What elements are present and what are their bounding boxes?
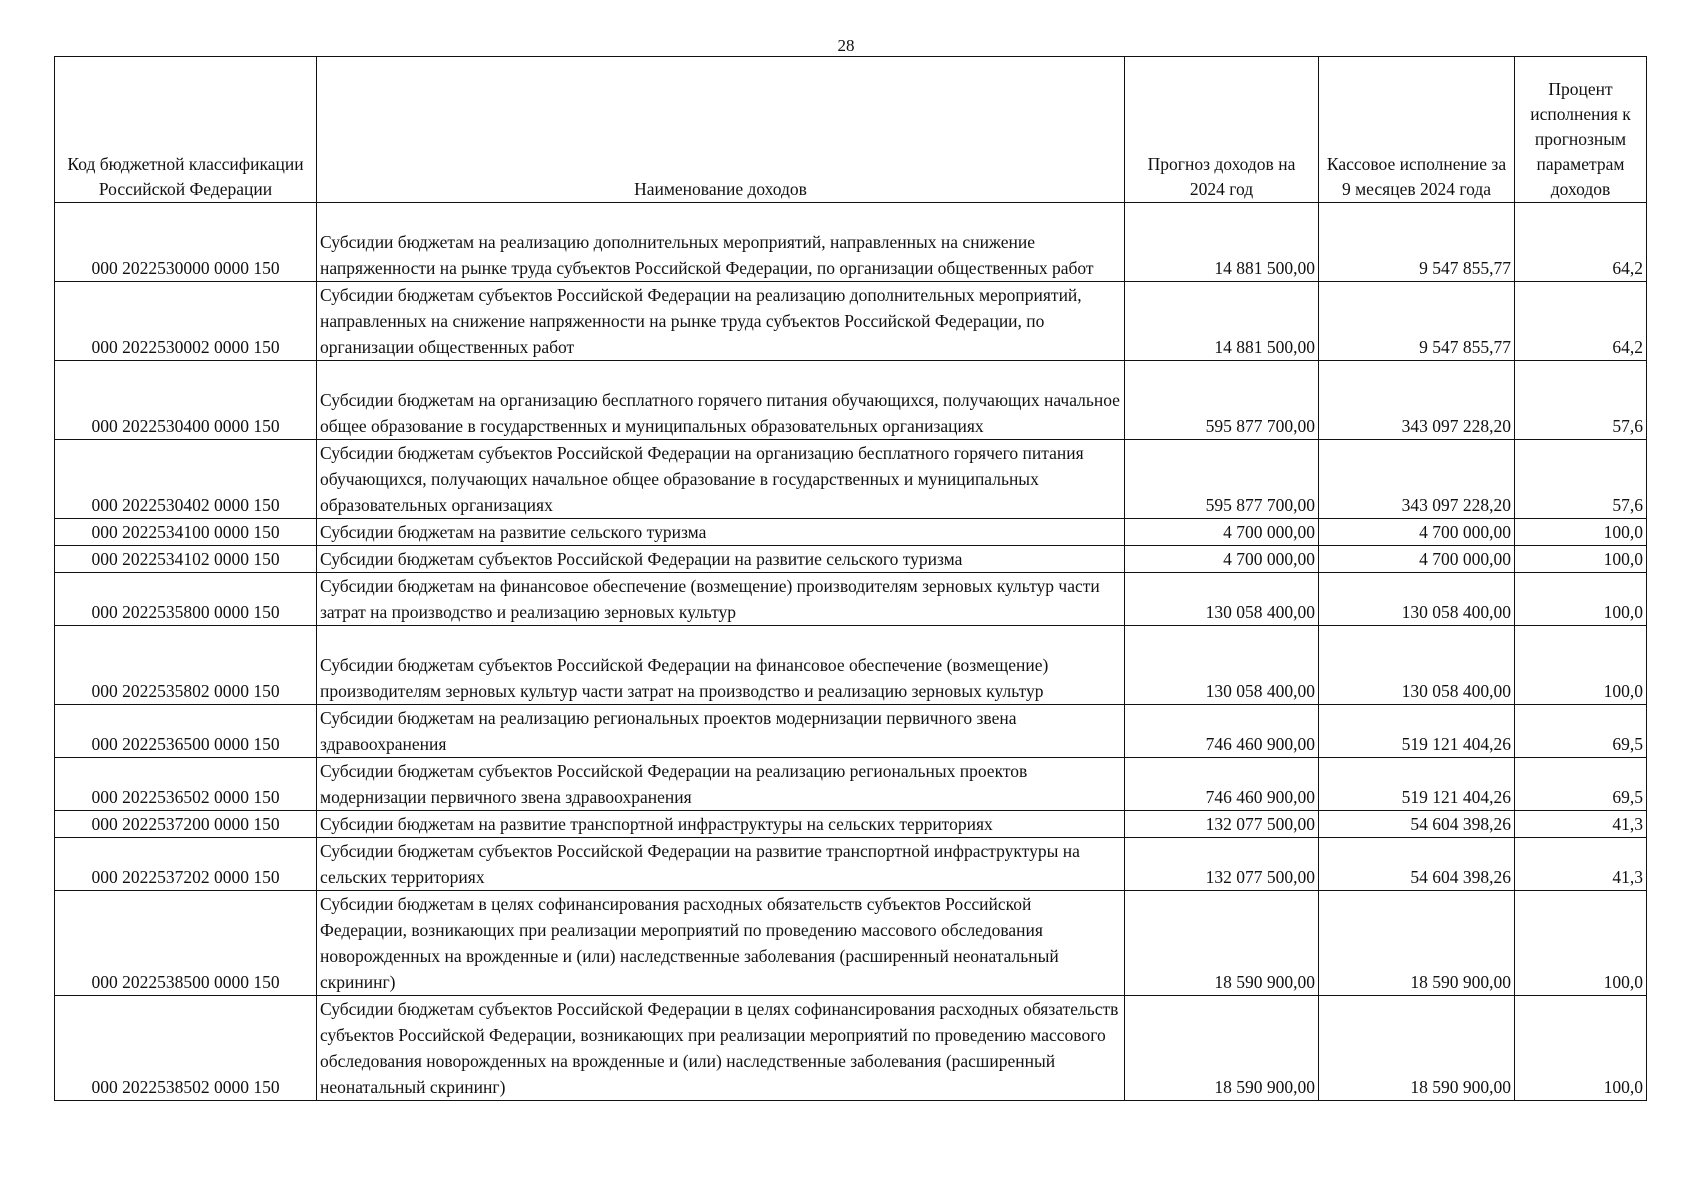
table-row [55, 573, 1647, 626]
row-code: 000 2022535802 0000 150 [55, 626, 317, 705]
row-name: Субсидии бюджетам субъектов Российской Федерации на организацию бесплатного горячего питания обучающихся, получающих начальное общее образование в государственных и муниципальных образовательных организациях [317, 440, 1125, 519]
row-plan: 14 881 500,00 [1125, 203, 1319, 282]
table-header-row [55, 57, 1647, 203]
row-code: 000 2022530402 0000 150 [55, 440, 317, 519]
row-percent: 57,6 [1515, 440, 1647, 519]
header-plan: Прогноз доходов на 2024 год [1125, 57, 1319, 203]
row-fact: 9 547 855,77 [1319, 282, 1515, 361]
row-plan: 595 877 700,00 [1125, 440, 1319, 519]
row-plan: 130 058 400,00 [1125, 626, 1319, 705]
row-fact: 519 121 404,26 [1319, 758, 1515, 811]
row-code: 000 2022537200 0000 150 [55, 811, 317, 838]
row-code: 000 2022530002 0000 150 [55, 282, 317, 361]
row-name: Субсидии бюджетам субъектов Российской Федерации на реализацию дополнительных мероприятий, направленных на снижение напряженности на рынке труда субъектов Российской Федерации, по организации общественных работ [317, 282, 1125, 361]
row-fact: 9 547 855,77 [1319, 203, 1515, 282]
row-plan: 746 460 900,00 [1125, 758, 1319, 811]
table-row [55, 811, 1647, 838]
row-percent: 64,2 [1515, 282, 1647, 361]
row-code: 000 2022530000 0000 150 [55, 203, 317, 282]
row-fact: 130 058 400,00 [1319, 573, 1515, 626]
row-fact: 343 097 228,20 [1319, 361, 1515, 440]
row-code: 000 2022537202 0000 150 [55, 838, 317, 891]
table-row [55, 891, 1647, 996]
row-name: Субсидии бюджетам на реализацию региональных проектов модернизации первичного звена здравоохранения [317, 705, 1125, 758]
row-percent: 100,0 [1515, 519, 1647, 546]
row-code: 000 2022536500 0000 150 [55, 705, 317, 758]
row-name: Субсидии бюджетам субъектов Российской Федерации в целях софинансирования расходных обязательств субъектов Российской Федерации, возникающих при реализации мероприятий по проведению массового обследования новорожденных на врожденные и (или) наследственные заболевания (расширенный неонатальный скрининг) [317, 996, 1125, 1101]
row-name: Субсидии бюджетам на развитие транспортной инфраструктуры на сельских территориях [317, 811, 1125, 838]
row-fact: 343 097 228,20 [1319, 440, 1515, 519]
header-fact: Кассовое исполнение за 9 месяцев 2024 года [1319, 57, 1515, 203]
row-percent: 100,0 [1515, 546, 1647, 573]
row-plan: 595 877 700,00 [1125, 361, 1319, 440]
revenue-table [54, 56, 1647, 1101]
table-row [55, 996, 1647, 1101]
table-row [55, 838, 1647, 891]
row-fact: 519 121 404,26 [1319, 705, 1515, 758]
table-row [55, 705, 1647, 758]
row-percent: 69,5 [1515, 758, 1647, 811]
row-percent: 64,2 [1515, 203, 1647, 282]
table-row [55, 440, 1647, 519]
table-row [55, 282, 1647, 361]
row-percent: 41,3 [1515, 838, 1647, 891]
row-name: Субсидии бюджетам субъектов Российской Федерации на финансовое обеспечение (возмещение) производителям зерновых культур части затрат на производство и реализацию зерновых культур [317, 626, 1125, 705]
row-fact: 54 604 398,26 [1319, 811, 1515, 838]
header-name: Наименование доходов [317, 57, 1125, 203]
row-name: Субсидии бюджетам субъектов Российской Федерации на развитие сельского туризма [317, 546, 1125, 573]
row-fact: 18 590 900,00 [1319, 891, 1515, 996]
row-name: Субсидии бюджетам на реализацию дополнительных мероприятий, направленных на снижение напряженности на рынке труда субъектов Российской Федерации, по организации общественных работ [317, 203, 1125, 282]
row-percent: 100,0 [1515, 891, 1647, 996]
row-percent: 100,0 [1515, 573, 1647, 626]
row-percent: 69,5 [1515, 705, 1647, 758]
row-name: Субсидии бюджетам в целях софинансирования расходных обязательств субъектов Российской Федерации, возникающих при реализации мероприятий по проведению массового обследования новорожденных на врожденные и (или) наследственные заболевания (расширенный неонатальный скрининг) [317, 891, 1125, 996]
row-fact: 54 604 398,26 [1319, 838, 1515, 891]
row-percent: 100,0 [1515, 626, 1647, 705]
row-plan: 4 700 000,00 [1125, 546, 1319, 573]
header-code: Код бюджетной классификации Российской Федерации [55, 57, 317, 203]
row-plan: 18 590 900,00 [1125, 891, 1319, 996]
table-row [55, 519, 1647, 546]
header-percent: Процент исполнения к прогнозным параметрам доходов [1515, 57, 1647, 203]
row-code: 000 2022535800 0000 150 [55, 573, 317, 626]
row-plan: 4 700 000,00 [1125, 519, 1319, 546]
table-row [55, 546, 1647, 573]
row-name: Субсидии бюджетам на финансовое обеспечение (возмещение) производителям зерновых культур части затрат на производство и реализацию зерновых культур [317, 573, 1125, 626]
row-percent: 41,3 [1515, 811, 1647, 838]
row-name: Субсидии бюджетам на развитие сельского туризма [317, 519, 1125, 546]
row-percent: 57,6 [1515, 361, 1647, 440]
row-code: 000 2022538502 0000 150 [55, 996, 317, 1101]
row-fact: 18 590 900,00 [1319, 996, 1515, 1101]
row-name: Субсидии бюджетам субъектов Российской Федерации на реализацию региональных проектов модернизации первичного звена здравоохранения [317, 758, 1125, 811]
row-percent: 100,0 [1515, 996, 1647, 1101]
row-fact: 4 700 000,00 [1319, 519, 1515, 546]
row-plan: 14 881 500,00 [1125, 282, 1319, 361]
row-plan: 132 077 500,00 [1125, 811, 1319, 838]
table-row [55, 758, 1647, 811]
table-row [55, 361, 1647, 440]
row-plan: 746 460 900,00 [1125, 705, 1319, 758]
row-code: 000 2022538500 0000 150 [55, 891, 317, 996]
row-code: 000 2022534100 0000 150 [55, 519, 317, 546]
row-code: 000 2022536502 0000 150 [55, 758, 317, 811]
row-fact: 4 700 000,00 [1319, 546, 1515, 573]
row-name: Субсидии бюджетам субъектов Российской Федерации на развитие транспортной инфраструктуры на сельских территориях [317, 838, 1125, 891]
row-name: Субсидии бюджетам на организацию бесплатного горячего питания обучающихся, получающих начальное общее образование в государственных и муниципальных образовательных организациях [317, 361, 1125, 440]
row-code: 000 2022534102 0000 150 [55, 546, 317, 573]
row-fact: 130 058 400,00 [1319, 626, 1515, 705]
row-code: 000 2022530400 0000 150 [55, 361, 317, 440]
row-plan: 18 590 900,00 [1125, 996, 1319, 1101]
table-row [55, 626, 1647, 705]
table-row [55, 203, 1647, 282]
row-plan: 132 077 500,00 [1125, 838, 1319, 891]
page-number: 28 [837, 36, 855, 55]
row-plan: 130 058 400,00 [1125, 573, 1319, 626]
